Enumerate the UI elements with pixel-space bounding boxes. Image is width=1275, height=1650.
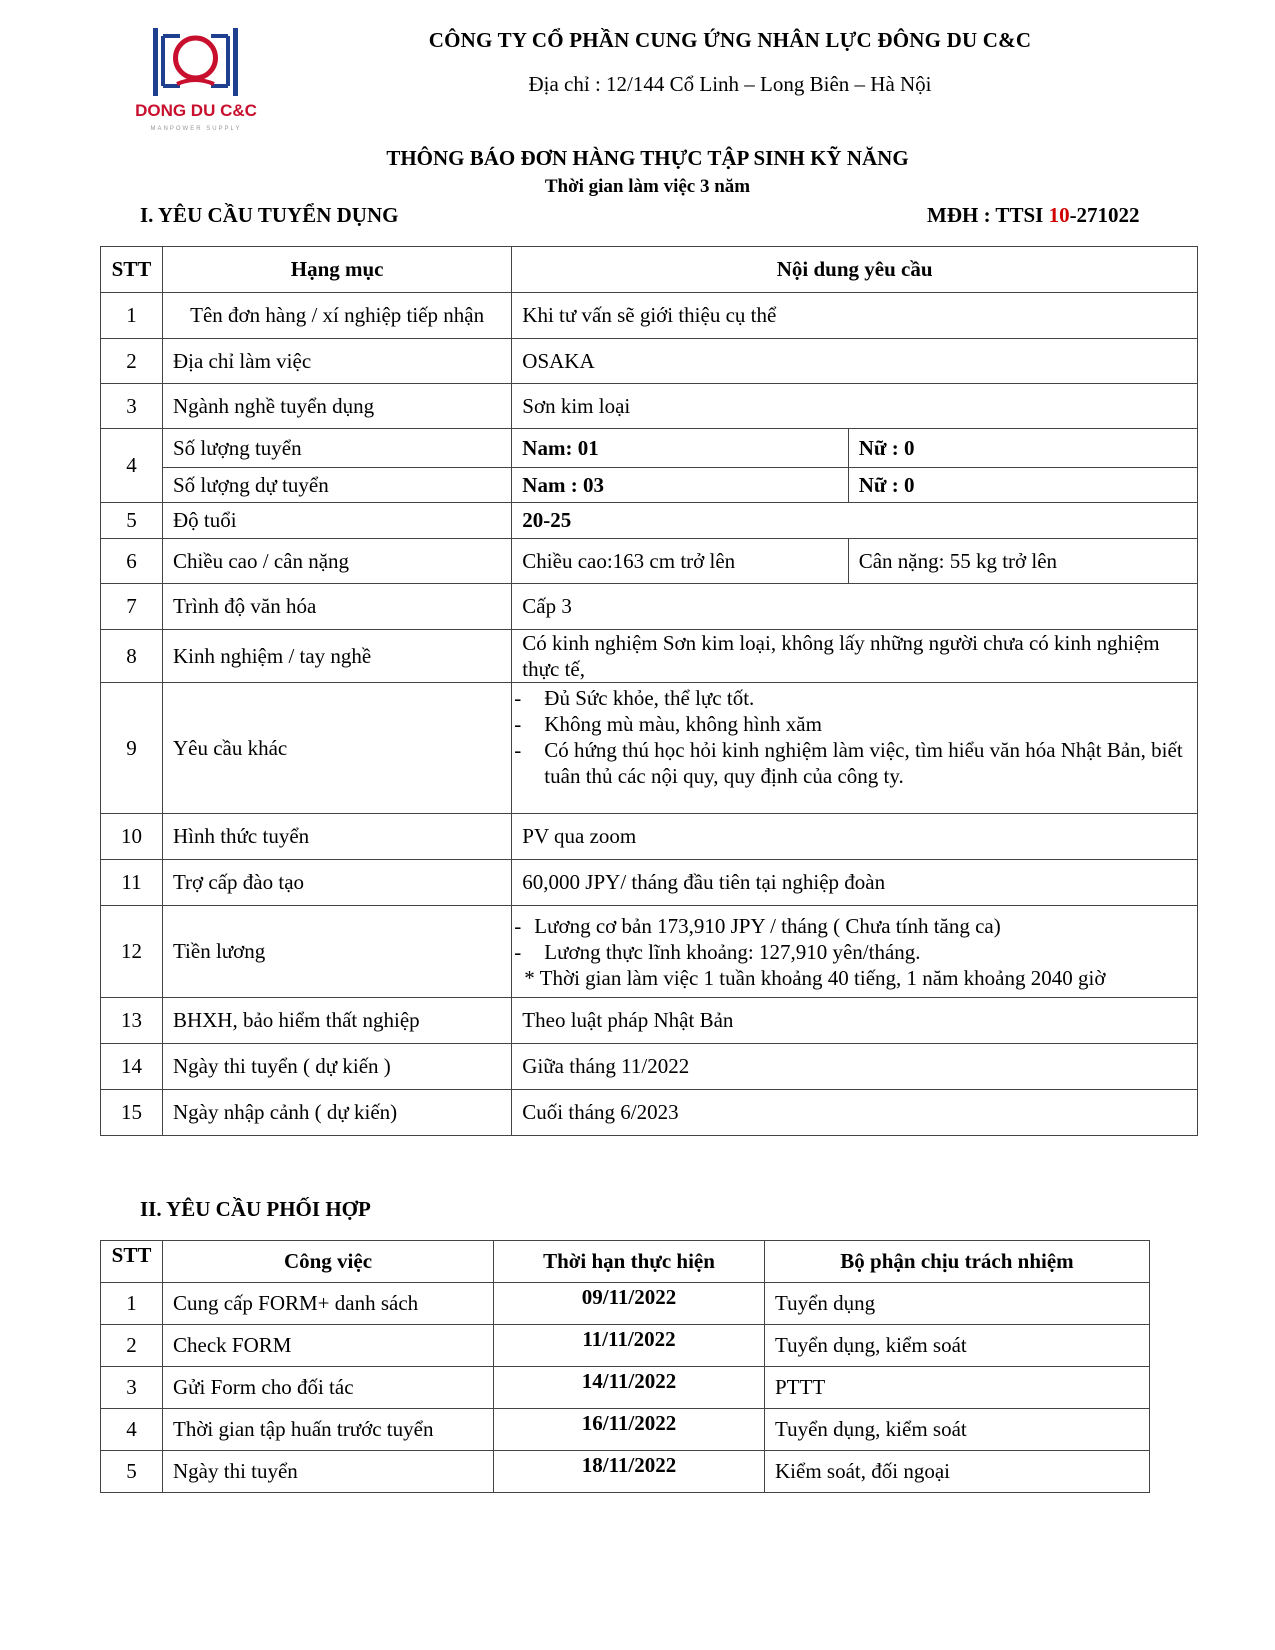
list-item: - Lương cơ bản 173,910 JPY / tháng ( Chưa tính tăng ca) [514, 913, 1187, 939]
row-stt: 5 [101, 503, 163, 539]
table-row [101, 1409, 1150, 1451]
row-content: Giữa tháng 11/2022 [512, 1044, 1198, 1090]
list-item: - Không mù màu, không hình xăm [514, 711, 1187, 737]
table-row [101, 1451, 1150, 1493]
company-name: CÔNG TY CỔ PHẦN CUNG ỨNG NHÂN LỰC ĐÔNG DU C&C [428, 28, 1032, 52]
row-category: Tên đơn hàng / xí nghiệp tiếp nhận [162, 293, 511, 339]
row-category: Ngày nhập cảnh ( dự kiến) [162, 1090, 511, 1136]
row-task: Ngày thi tuyển [163, 1451, 494, 1493]
row-deadline: 09/11/2022 [494, 1283, 765, 1325]
order-code [927, 203, 1140, 228]
order-code-highlight: 10 [1048, 203, 1070, 227]
row-content: 20-25 [512, 503, 1198, 539]
row-stt: 3 [101, 1367, 163, 1409]
row-stt: 4 [101, 1409, 163, 1451]
table-header-row [101, 1241, 1150, 1283]
row-deadline: 18/11/2022 [494, 1451, 765, 1493]
weight-requirement: Cân nặng: 55 kg trở lên [848, 539, 1197, 584]
list-item: - Lương thực lĩnh khoảng: 127,910 yên/tháng. [514, 939, 1187, 965]
row-category: Số lượng tuyển [162, 429, 511, 468]
row-category: Yêu cầu khác [162, 683, 511, 814]
row-stt: 9 [101, 683, 163, 814]
logo-tagline: MANPOWER SUPPLY [150, 126, 242, 132]
other-requirements [512, 683, 1198, 814]
row-content: Khi tư vấn sẽ giới thiệu cụ thể [512, 293, 1198, 339]
female-candidates: Nữ : 0 [848, 468, 1197, 503]
document-title: THÔNG BÁO ĐƠN HÀNG THỰC TẬP SINH KỸ NĂNG [386, 146, 909, 170]
row-department: PTTT [765, 1367, 1150, 1409]
male-quota: Nam: 01 [512, 429, 848, 468]
order-code-prefix: MĐH : TTSI [927, 203, 1049, 227]
row-stt: 14 [101, 1044, 163, 1090]
row-stt: 7 [101, 584, 163, 630]
male-candidates: Nam : 03 [512, 468, 848, 503]
header-deadline: Thời hạn thực hiện [494, 1241, 765, 1283]
table-row [101, 860, 1198, 906]
table-row [101, 539, 1198, 584]
row-deadline: 14/11/2022 [494, 1367, 765, 1409]
row-task: Gửi Form cho đối tác [163, 1367, 494, 1409]
table-row [101, 1367, 1150, 1409]
table-row [101, 1044, 1198, 1090]
list-item: - Có hứng thú học hỏi kinh nghiệm làm việc, tìm hiểu văn hóa Nhật Bản, biết tuân thủ các nội quy, quy định của công ty. [514, 737, 1187, 789]
row-stt: 1 [101, 1283, 163, 1325]
row-stt: 2 [101, 1325, 163, 1367]
female-quota: Nữ : 0 [848, 429, 1197, 468]
row-category: Ngành nghề tuyển dụng [162, 384, 511, 429]
company-logo [133, 26, 263, 136]
row-task: Thời gian tập huấn trước tuyển [163, 1409, 494, 1451]
logo-text: DONG DU C&C [135, 101, 257, 120]
row-stt: 5 [101, 1451, 163, 1493]
table-row [101, 339, 1198, 384]
row-stt: 8 [101, 630, 163, 683]
row-category: Ngày thi tuyển ( dự kiến ) [162, 1044, 511, 1090]
row-content: Sơn kim loại [512, 384, 1198, 429]
row-content: 60,000 JPY/ tháng đầu tiên tại nghiệp đoàn [512, 860, 1198, 906]
table-row [101, 468, 1198, 503]
row-stt: 12 [101, 906, 163, 998]
row-content: OSAKA [512, 339, 1198, 384]
table-row [101, 384, 1198, 429]
header-content: Nội dung yêu cầu [512, 247, 1198, 293]
row-department: Tuyển dụng, kiểm soát [765, 1325, 1150, 1367]
row-stt: 3 [101, 384, 163, 429]
header-stt: STT [101, 247, 163, 293]
row-stt: 15 [101, 1090, 163, 1136]
row-stt: 1 [101, 293, 163, 339]
company-address: Địa chỉ : 12/144 Cổ Linh – Long Biên – Hà Nội [528, 72, 932, 96]
row-department: Tuyển dụng, kiểm soát [765, 1409, 1150, 1451]
header-category: Hạng mục [162, 247, 511, 293]
table-row [101, 1283, 1150, 1325]
row-stt: 11 [101, 860, 163, 906]
header-stt: STT [101, 1241, 163, 1283]
table-row [101, 998, 1198, 1044]
row-stt: 10 [101, 814, 163, 860]
recruitment-requirements-table [100, 246, 1198, 1136]
section1-heading: I. YÊU CẦU TUYỂN DỤNG [140, 203, 399, 227]
table-row [101, 1090, 1198, 1136]
table-row [101, 630, 1198, 683]
row-category: Trình độ văn hóa [162, 584, 511, 630]
list-item: - Đủ Sức khỏe, thể lực tốt. [514, 685, 1187, 711]
table-row [101, 293, 1198, 339]
row-category: BHXH, bảo hiểm thất nghiệp [162, 998, 511, 1044]
row-department: Kiểm soát, đối ngoại [765, 1451, 1150, 1493]
document-subtitle: Thời gian làm việc 3 năm [544, 176, 751, 197]
salary-details [512, 906, 1198, 998]
row-stt: 6 [101, 539, 163, 584]
section2-heading: II. YÊU CẦU PHỐI HỢP [140, 1197, 371, 1221]
row-task: Check FORM [163, 1325, 494, 1367]
row-category: Trợ cấp đào tạo [162, 860, 511, 906]
row-content: Theo luật pháp Nhật Bản [512, 998, 1198, 1044]
row-category: Độ tuổi [162, 503, 511, 539]
row-category: Tiền lương [162, 906, 511, 998]
table-header-row [101, 247, 1198, 293]
row-category: Hình thức tuyển [162, 814, 511, 860]
coordination-table [100, 1240, 1150, 1493]
row-content: Cuối tháng 6/2023 [512, 1090, 1198, 1136]
header-task: Công việc [163, 1241, 494, 1283]
salary-note: * Thời gian làm việc 1 tuần khoảng 40 tiếng, 1 năm khoảng 2040 giờ [524, 965, 1106, 990]
row-stt: 13 [101, 998, 163, 1044]
row-category: Địa chỉ làm việc [162, 339, 511, 384]
row-deadline: 11/11/2022 [494, 1325, 765, 1367]
table-row [101, 683, 1198, 814]
order-code-suffix: -271022 [1069, 203, 1140, 227]
row-category: Chiều cao / cân nặng [162, 539, 511, 584]
row-deadline: 16/11/2022 [494, 1409, 765, 1451]
table-row [101, 906, 1198, 998]
table-row [101, 814, 1198, 860]
row-stt: 2 [101, 339, 163, 384]
row-content: PV qua zoom [512, 814, 1198, 860]
row-stt: 4 [101, 429, 163, 503]
table-row [101, 1325, 1150, 1367]
table-row [101, 584, 1198, 630]
height-requirement: Chiều cao:163 cm trở lên [512, 539, 848, 584]
row-department: Tuyển dụng [765, 1283, 1150, 1325]
row-category: Số lượng dự tuyển [162, 468, 511, 503]
header-department: Bộ phận chịu trách nhiệm [765, 1241, 1150, 1283]
row-category: Kinh nghiệm / tay nghề [162, 630, 511, 683]
table-row [101, 429, 1198, 468]
row-content: Có kinh nghiệm Sơn kim loại, không lấy những người chưa có kinh nghiệm thực tế, [512, 630, 1198, 683]
row-content: Cấp 3 [512, 584, 1198, 630]
table-row [101, 503, 1198, 539]
row-task: Cung cấp FORM+ danh sách [163, 1283, 494, 1325]
